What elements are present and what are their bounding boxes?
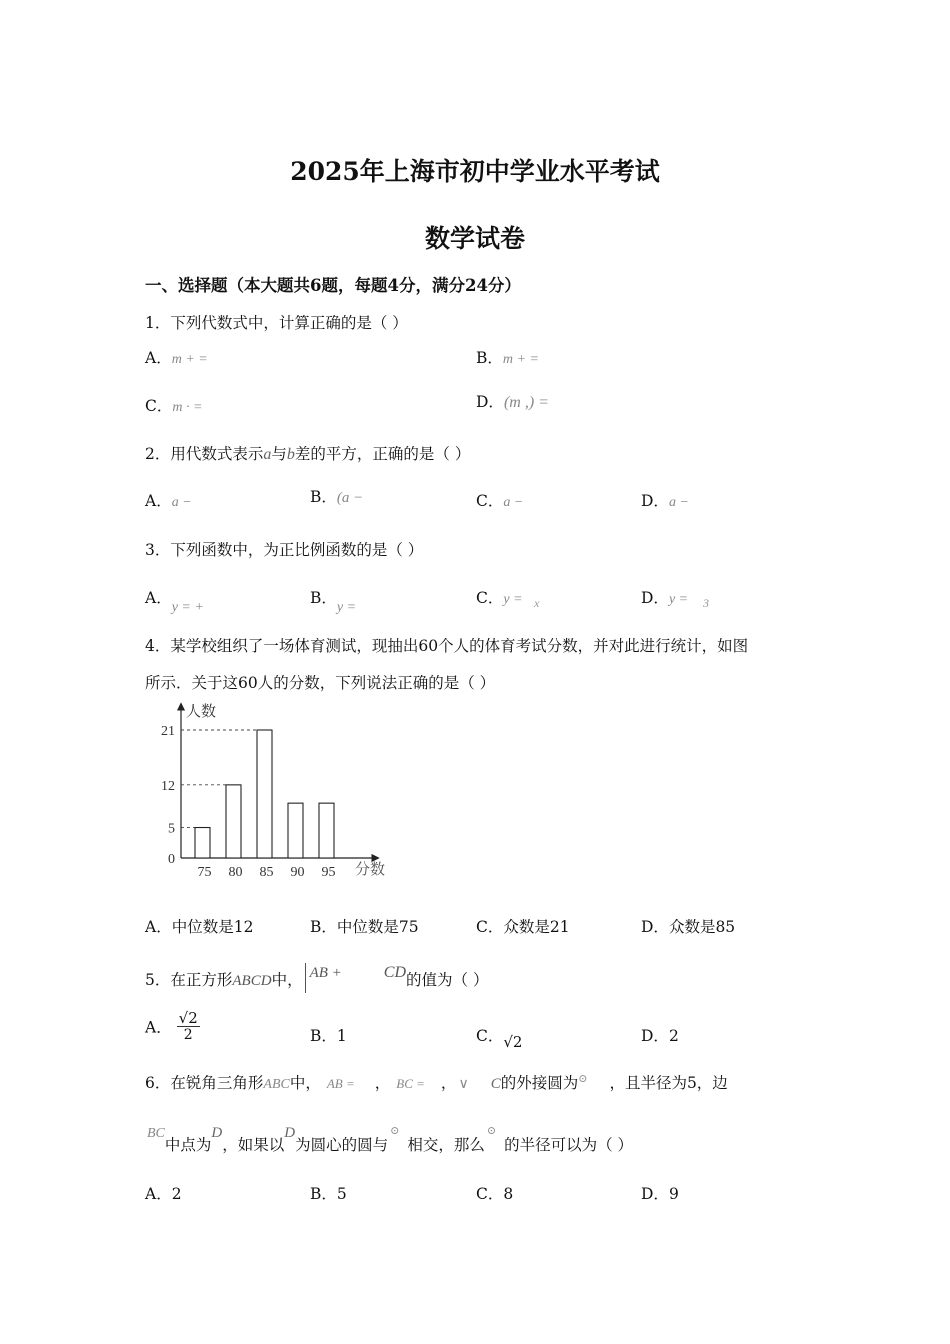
question-4-stem-line1: 4．某学校组织了一场体育测试，现抽出60个人的体育考试分数，并对此进行统计，如图 [145,637,749,655]
q5-option-c: C．√2 [476,1027,523,1051]
q6-option-c: C．8 [476,1185,514,1203]
q5-option-d: D．2 [641,1027,679,1045]
question-5-stem: 5．在正方形ABCD中， AB + CD的值为（ ） [145,963,488,993]
q2-option-c: C．a − [476,492,524,510]
question-4-stem-line2: 所示．关于这60人的分数，下列说法正确的是（ ） [145,674,496,692]
bar-80 [226,785,241,858]
q5-option-b: B．1 [310,1027,347,1045]
exam-title: 2025年上海市初中学业水平考试 [290,157,660,186]
q3-option-d: D．y = 3 [641,589,709,610]
bar-95 [319,803,334,858]
q2-option-a: A．a − [145,492,192,510]
q4-option-d: D．众数是85 [641,918,736,936]
q5-a-fraction: $\frac{√2}{2}$ [178,1009,198,1043]
x-tick-95: 95 [321,865,336,880]
score-histogram [150,696,410,886]
question-6-stem-line2: BC中点为D，如果以D为圆心的圆与⊙相交，那么⊙的半径可以为（ ） [147,1125,634,1154]
y-tick-5: 5 [168,821,175,837]
exam-subtitle: 数学试卷 [424,224,525,253]
y-tick-21: 21 [161,724,175,739]
y-tick-0: 0 [168,852,175,867]
q4-option-c: C．众数是21 [476,918,570,936]
bar-75 [195,828,210,858]
y-tick-12: 12 [161,778,175,794]
question-2-stem: 2．用代数式表示a与b差的平方，正确的是（ ） [145,445,471,463]
q6-option-b: B．5 [310,1185,347,1203]
q6-option-d: D．9 [641,1185,679,1203]
q3-option-c: C．y = x [476,589,540,610]
q4-option-a: A．中位数是12 [145,918,254,936]
q1-option-a: A．m + = [145,349,208,367]
q1-option-c: C．m · = [145,397,203,415]
q2-option-b: B．(a − [310,488,364,506]
q6-option-a: A．2 [145,1185,182,1203]
q4-option-b: B．中位数是75 [310,918,419,936]
q1-option-d: D．(m ,) = [476,393,549,411]
x-tick-75: 75 [197,865,212,880]
bar-85 [257,730,272,858]
q2-option-d: D．a − [641,492,689,510]
q3-option-b: B．y = [310,589,357,615]
x-tick-85: 85 [259,865,274,880]
y-axis-label: 人数 [186,702,217,720]
x-axis-label: 分数 [355,860,386,878]
x-tick-90: 90 [290,865,305,880]
bar-90 [288,803,303,858]
q1-option-b: B．m + = [476,349,539,367]
question-1-stem: 1．下列代数式中，计算正确的是（ ） [145,314,408,332]
x-tick-80: 80 [228,865,243,880]
question-3-stem: 3．下列函数中，为正比例函数的是（ ） [145,541,424,559]
q5-option-a: A． $\frac{√2}{2}$ [145,1009,198,1043]
question-6-stem-line1: 6．在锐角三角形ABC中， AB = ， BC = ， ∨ C的外接圆为⊙ ，且半径为5，边 [145,1073,728,1092]
q3-option-a: A．y = + [145,589,204,615]
section-heading: 一、选择题（本大题共6题，每题4分，满分24分） [145,276,521,295]
